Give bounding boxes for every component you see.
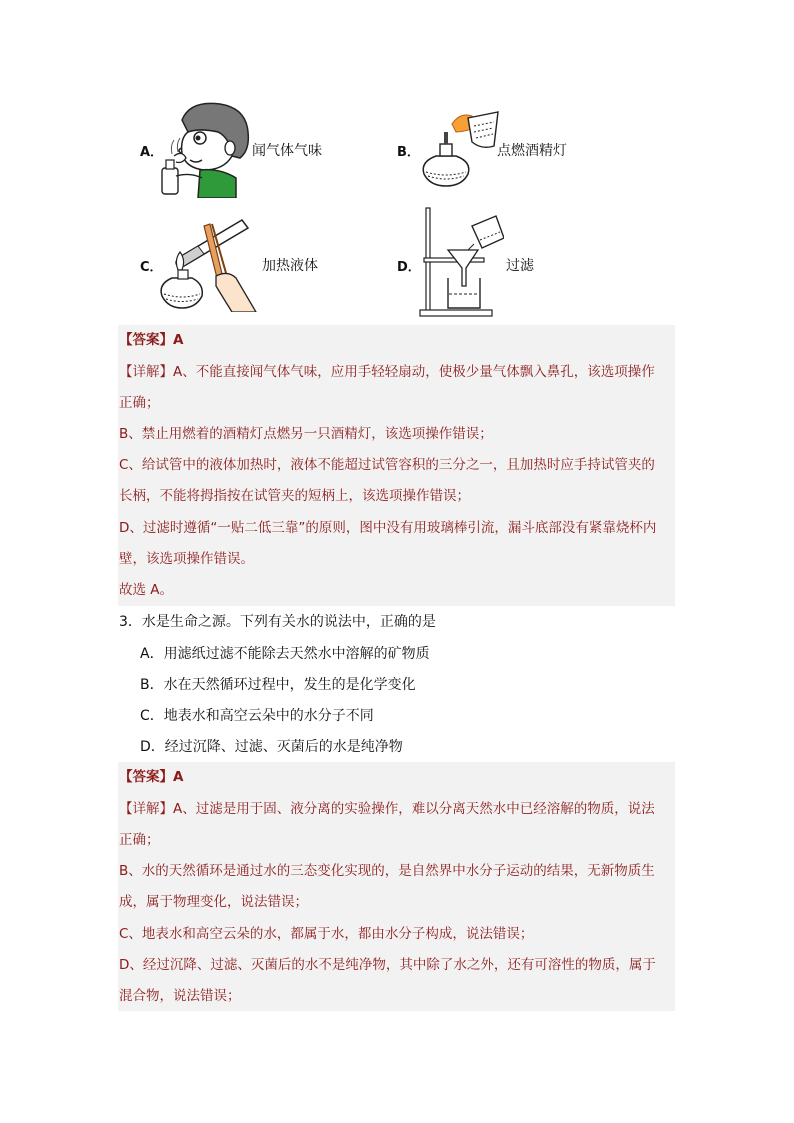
q3-answer: 【答案】A (119, 769, 184, 785)
heating-liquid-illustration (158, 212, 260, 312)
option-c-caption: 加热液体 (262, 258, 318, 274)
option-d-caption: 过滤 (506, 258, 534, 274)
q3-detail-line: D、经过沉降、过滤、灭菌后的水不是纯净物，其中除了水之外，还有可溶性的物质，属于 (119, 957, 656, 973)
q3-option-d: D．经过沉降、过滤、灭菌后的水是纯净物 (140, 739, 403, 755)
q3-detail-line: 成，属于物理变化，说法错误； (119, 894, 308, 910)
q3-option-b: B．水在天然循环过程中，发生的是化学变化 (140, 677, 416, 693)
q3-option-c: C．地表水和高空云朵中的水分子不同 (140, 708, 374, 724)
option-b-letter: B． (397, 145, 420, 160)
option-c-letter: C． (140, 260, 163, 275)
q2-detail-line: 壁，该选项操作错误。 (119, 551, 254, 567)
option-b-caption: 点燃酒精灯 (497, 143, 567, 159)
q2-detail-line: 正确； (119, 395, 160, 411)
q3-stem: 3．水是生命之源。下列有关水的说法中，正确的是 (119, 614, 436, 630)
option-d-letter: D． (397, 260, 421, 275)
q3-detail-line: 【详解】A、过滤是用于固、液分离的实验操作，难以分离天然水中已经溶解的物质，说法 (119, 801, 655, 817)
q2-detail-line: D、过滤时遵循“一贴二低三靠”的原则，图中没有用玻璃棒引流，漏斗底部没有紧靠烧杯内 (119, 520, 657, 536)
lighting-alcohol-lamp-illustration (416, 106, 500, 190)
option-a-letter: A． (140, 145, 164, 160)
q3-option-a: A．用滤纸过滤不能除去天然水中溶解的矿物质 (140, 646, 430, 662)
q2-detail-line: 长柄，不能将拇指按在试管夹的短柄上，该选项操作错误； (119, 488, 470, 504)
q3-detail-line: 正确； (119, 832, 160, 848)
filtration-illustration (418, 206, 504, 318)
q2-detail-line: B、禁止用燃着的酒精灯点燃另一只酒精灯，该选项操作错误； (119, 426, 493, 442)
q2-detail-line: 故选 A。 (119, 582, 174, 598)
smell-gas-illustration (160, 98, 252, 198)
q3-detail-line: C、地表水和高空云朵的水，都属于水，都由水分子构成，说法错误； (119, 926, 534, 942)
option-a-caption: 闻气体气味 (252, 143, 322, 159)
q3-detail-line: 混合物，说法错误； (119, 988, 241, 1004)
q2-answer: 【答案】A (119, 332, 184, 348)
q2-detail-line: 【详解】A、不能直接闻气体气味，应用手轻轻扇动，使极少量气体飘入鼻孔，该选项操作 (119, 364, 655, 380)
q3-detail-line: B、水的天然循环是通过水的三态变化实现的，是自然界中水分子运动的结果，无新物质生 (119, 863, 655, 879)
q2-detail-line: C、给试管中的液体加热时，液体不能超过试管容积的三分之一，且加热时应手持试管夹的 (119, 457, 655, 473)
